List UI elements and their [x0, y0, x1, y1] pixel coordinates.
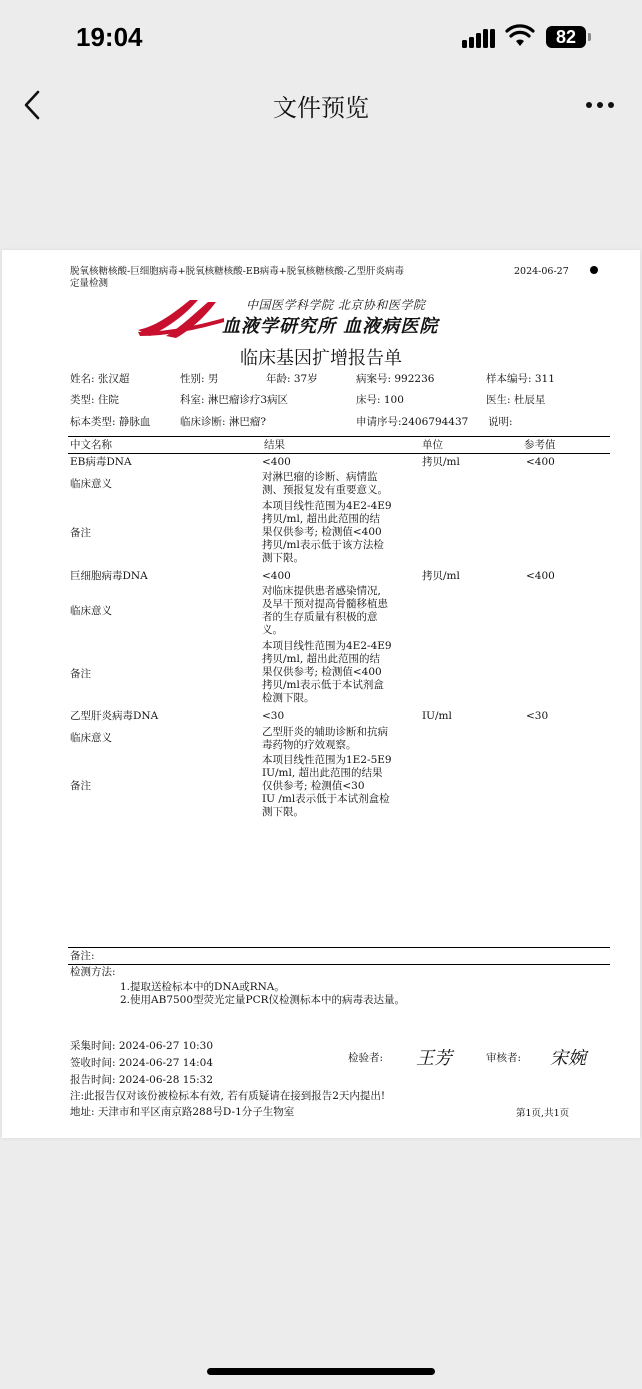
item-meaning: 对淋巴瘤的诊断、病情监 测、预报复发有重要意义。: [262, 471, 388, 496]
page-number: 第1页,共1页: [516, 1108, 570, 1119]
wifi-icon: [505, 24, 535, 48]
item-name: 巨细胞病毒DNA: [70, 570, 148, 582]
sample-type: 标本类型: 静脉血: [70, 416, 151, 428]
report-title: 临床基因扩增报告单: [240, 348, 402, 369]
note-label: 说明:: [488, 416, 513, 428]
battery-icon: 82: [546, 26, 586, 48]
lab-address: 地址: 天津市和平区南京路288号D-1分子生物室: [70, 1106, 295, 1118]
item-remark-label: 备注: [70, 668, 91, 680]
header-test-name: 脱氧核糖核酸-巨细胞病毒+脱氧核糖核酸-EB病毒+脱氧核糖核酸-乙型肝炎病毒: [70, 266, 404, 277]
clinical-diagnosis: 临床诊断: 淋巴瘤?: [180, 416, 267, 428]
method-label: 检测方法:: [70, 966, 116, 978]
method-step-1: 1.提取送检标本中的DNA或RNA。: [120, 981, 285, 993]
patient-name: 姓名: 张汉超: [70, 373, 130, 385]
footer-top-rule: [68, 947, 610, 948]
cellular-signal-icon: [462, 28, 496, 48]
table-header-rule: [68, 453, 610, 454]
patient-age: 年龄: 37岁: [266, 373, 318, 385]
item-reference: <30: [526, 710, 549, 722]
item-meaning: 乙型肝炎的辅助诊断和抗病 毒药物的疗效观察。: [262, 726, 388, 751]
item-remark: 本项目线性范围为4E2-4E9 拷贝/ml, 超出此范围的结 果仅供参考; 检测值<400 拷贝/ml表示低于本试剂盒 检测下限。: [262, 640, 392, 704]
item-unit: 拷贝/ml: [422, 570, 460, 582]
item-result: <30: [262, 710, 285, 722]
item-meaning-label: 临床意义: [70, 732, 112, 744]
footer-remark-rule: [68, 964, 610, 965]
item-result: <400: [262, 570, 291, 582]
item-remark-label: 备注: [70, 527, 91, 539]
item-name: 乙型肝炎病毒DNA: [70, 710, 159, 722]
reviewer-signature: 宋婉: [550, 1048, 586, 1069]
item-unit: IU/ml: [422, 710, 452, 722]
request-number: 申请序号:2406794437: [356, 416, 469, 428]
status-time: 19:04: [76, 22, 143, 52]
item-unit: 拷贝/ml: [422, 456, 460, 468]
case-number: 病案号: 992236: [356, 373, 435, 385]
item-result: <400: [262, 456, 291, 468]
bullet-dot: [590, 266, 598, 274]
table-top-rule: [68, 436, 610, 437]
item-remark-label: 备注: [70, 780, 91, 792]
col-header-result: 结果: [264, 439, 285, 451]
validity-notice: 注:此报告仅对该份被检标本有效, 若有质疑请在接到报告2天内提出!: [70, 1090, 386, 1102]
col-header-reference: 参考值: [524, 439, 556, 451]
patient-sex: 性别: 男: [180, 373, 219, 385]
report-time: 报告时间: 2024-06-28 15:32: [70, 1074, 214, 1086]
item-reference: <400: [526, 570, 555, 582]
status-bar: [0, 0, 642, 70]
sample-number: 样本编号: 311: [486, 373, 555, 385]
patient-type: 类型: 住院: [70, 394, 119, 406]
item-reference: <400: [526, 456, 555, 468]
bed-number: 床号: 100: [356, 394, 404, 406]
item-meaning-label: 临床意义: [70, 478, 112, 490]
header-date: 2024-06-27: [514, 266, 569, 277]
logo-line-2: 血液学研究所 血液病医院: [222, 316, 439, 337]
item-meaning-label: 临床意义: [70, 605, 112, 617]
more-options-icon[interactable]: [586, 102, 616, 110]
hospital-logo-icon: [136, 296, 226, 340]
logo-line-1: 中国医学科学院 北京协和医学院: [246, 298, 426, 312]
page-title: 文件预览: [273, 94, 369, 122]
col-header-unit: 单位: [422, 439, 443, 451]
home-indicator[interactable]: [207, 1368, 435, 1375]
item-remark: 本项目线性范围为1E2-5E9 IU/ml, 超出此范围的结果 仅供参考; 检测值<30 IU /ml表示低于本试剂盒检 测下限。: [262, 754, 392, 818]
department: 科室: 淋巴瘤诊疗3病区: [180, 394, 289, 406]
item-remark: 本项目线性范围为4E2-4E9 拷贝/ml, 超出此范围的结 果仅供参考; 检测值<400 拷贝/ml表示低于该方法检 测下限。: [262, 500, 392, 564]
collect-time: 采集时间: 2024-06-27 10:30: [70, 1040, 214, 1052]
nav-bar: [0, 70, 642, 140]
receive-time: 签收时间: 2024-06-27 14:04: [70, 1057, 214, 1069]
method-step-2: 2.使用AB7500型荧光定量PCR仪检测标本中的病毒表达量。: [120, 994, 406, 1006]
doctor: 医生: 杜辰星: [486, 394, 546, 406]
battery-tip: [588, 33, 591, 41]
footer-remark-label: 备注:: [70, 950, 95, 962]
item-name: EB病毒DNA: [70, 456, 132, 468]
col-header-name: 中文名称: [70, 439, 112, 451]
header-test-name-2: 定量检测: [70, 278, 109, 289]
item-meaning: 对临床提供患者感染情况, 及早干预对提高骨髓移植患 者的生存质量有积极的意 义。: [262, 585, 388, 636]
inspector-signature: 王芳: [416, 1048, 452, 1069]
inspector-label: 检验者:: [348, 1052, 384, 1064]
reviewer-label: 审核者:: [486, 1052, 522, 1064]
report-document: [2, 250, 640, 1138]
